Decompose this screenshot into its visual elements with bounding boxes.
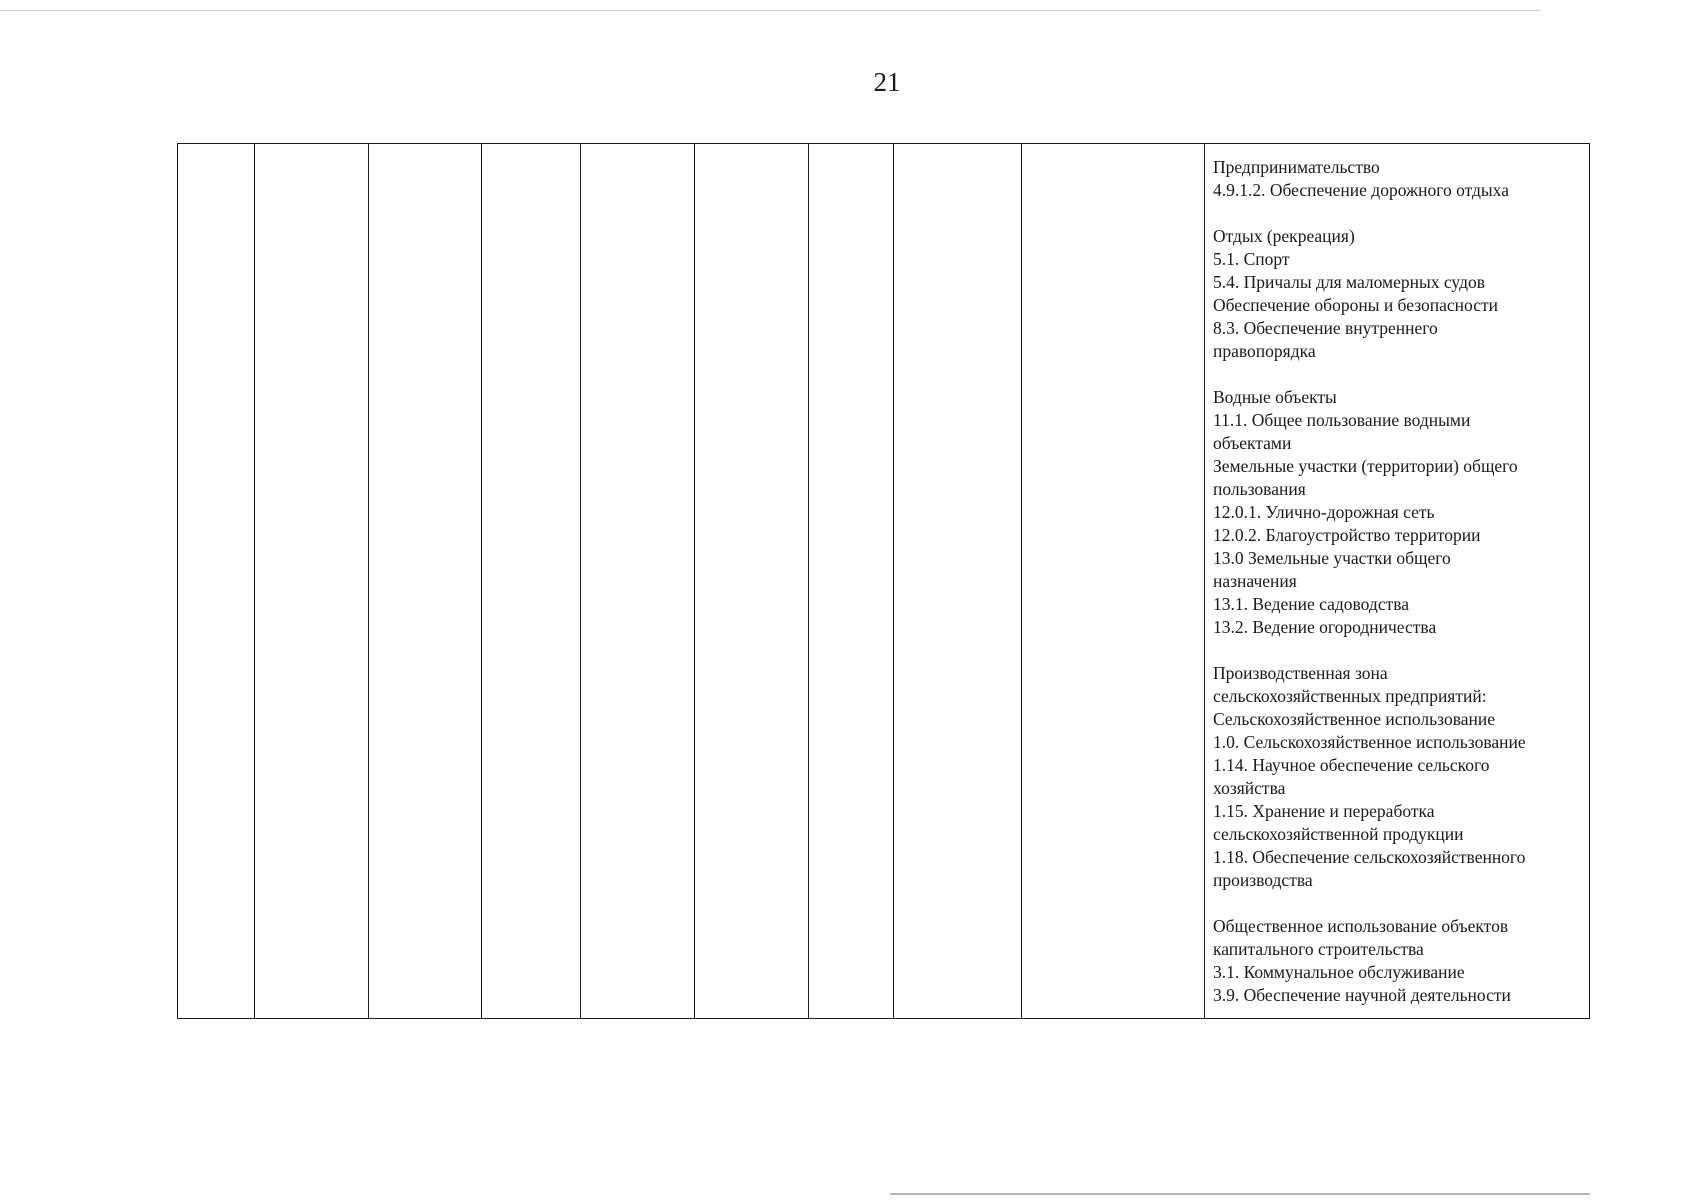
land-use-line: Общественное использование объектов xyxy=(1213,916,1509,936)
land-use-line: 1.0. Сельскохозяйственное использование xyxy=(1213,732,1526,752)
land-use-line: 5.4. Причалы для маломерных судов xyxy=(1213,272,1485,292)
land-use-line: 13.0 Земельные участки общего xyxy=(1213,548,1451,568)
land-use-line: 13.2. Ведение огородничества xyxy=(1213,617,1437,637)
page-number: 21 xyxy=(873,67,901,97)
land-use-paragraph xyxy=(1213,156,1583,202)
land-use-line: 3.1. Коммунальное обслуживание xyxy=(1213,962,1465,982)
table-cell-empty-7 xyxy=(809,144,894,1019)
land-use-line: 12.0.2. Благоустройство территории xyxy=(1213,525,1481,545)
land-use-line: хозяйства xyxy=(1213,778,1286,798)
land-use-line: 8.3. Обеспечение внутреннего xyxy=(1213,318,1438,338)
land-use-line: 1.18. Обеспечение сельскохозяйственного xyxy=(1213,847,1526,867)
land-use-line: Предпринимательство xyxy=(1213,157,1380,177)
table-cell-empty-9 xyxy=(1022,144,1205,1019)
land-use-line: назначения xyxy=(1213,571,1297,591)
scan-edge-bottom xyxy=(890,1193,1590,1195)
land-use-line: 4.9.1.2. Обеспечение дорожного отдыха xyxy=(1213,180,1509,200)
land-use-paragraph xyxy=(1213,386,1583,639)
land-use-line: Сельскохозяйственное использование xyxy=(1213,709,1495,729)
table-cell-empty-6 xyxy=(695,144,809,1019)
table-cell-land-use-types xyxy=(1205,144,1590,1019)
land-use-line: 1.14. Научное обеспечение сельского xyxy=(1213,755,1490,775)
land-use-line: пользования xyxy=(1213,479,1306,499)
land-use-line: объектами xyxy=(1213,433,1292,453)
land-use-line: 12.0.1. Улично-дорожная сеть xyxy=(1213,502,1435,522)
land-use-line: Земельные участки (территории) общего xyxy=(1213,456,1518,476)
land-use-list xyxy=(1213,156,1583,1007)
land-use-line: сельскохозяйственной продукции xyxy=(1213,824,1464,844)
land-use-line: Обеспечение обороны и безопасности xyxy=(1213,295,1499,315)
land-use-line: Отдых (рекреация) xyxy=(1213,226,1355,246)
land-use-line: 11.1. Общее пользование водными xyxy=(1213,410,1471,430)
land-use-line: 5.1. Спорт xyxy=(1213,249,1290,269)
table-cell-empty-4 xyxy=(482,144,581,1019)
land-use-line: производства xyxy=(1213,870,1313,890)
table-cell-empty-3 xyxy=(369,144,482,1019)
land-use-line: правопорядка xyxy=(1213,341,1316,361)
table-cell-empty-5 xyxy=(581,144,695,1019)
land-use-line: 13.1. Ведение садоводства xyxy=(1213,594,1410,614)
land-use-paragraph xyxy=(1213,225,1583,363)
land-use-paragraph xyxy=(1213,662,1583,892)
land-use-line: Водные объекты xyxy=(1213,387,1337,407)
table-cell-empty-8 xyxy=(894,144,1022,1019)
land-use-line: Производственная зона xyxy=(1213,663,1388,683)
table-row xyxy=(178,144,1590,1019)
land-use-paragraph xyxy=(1213,915,1583,1007)
table-cell-empty-2 xyxy=(255,144,369,1019)
scan-edge-top xyxy=(0,10,1540,11)
land-use-line: капитального строительства xyxy=(1213,939,1424,959)
land-use-line: 3.9. Обеспечение научной деятельности xyxy=(1213,985,1511,1005)
land-use-line: сельскохозяйственных предприятий: xyxy=(1213,686,1487,706)
land-use-line: 1.15. Хранение и переработка xyxy=(1213,801,1435,821)
table-cell-empty-1 xyxy=(178,144,255,1019)
zones-table xyxy=(177,143,1590,1019)
